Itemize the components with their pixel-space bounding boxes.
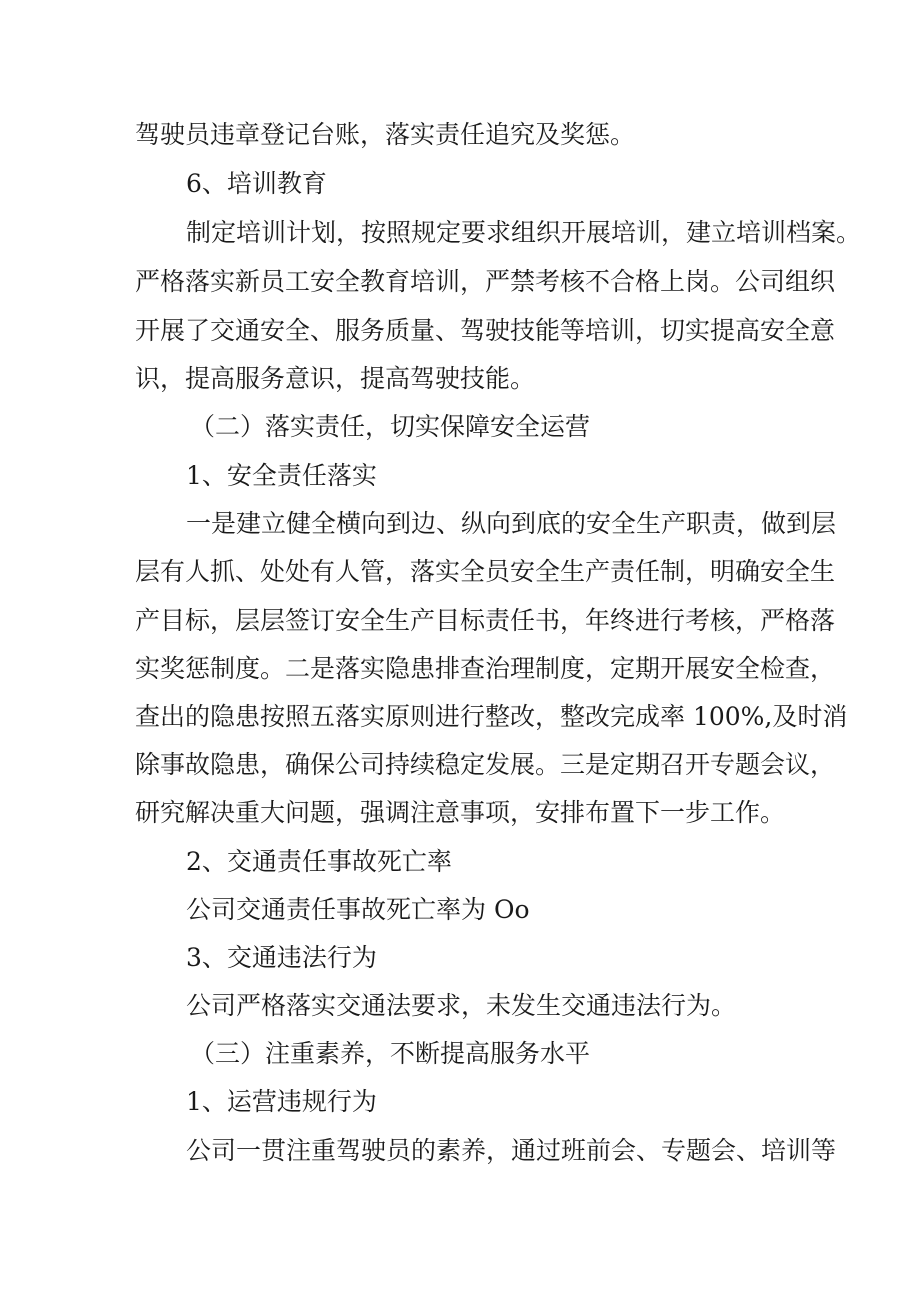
paragraph-line: 制定培训计划，按照规定要求组织开展培训，建立培训档案。 — [186, 218, 862, 247]
paragraph-line: 驾驶员违章登记台账，落实责任追究及奖惩。 — [135, 120, 636, 149]
paragraph-line: 层有人抓、处处有人管，落实全员安全生产责任制，明确安全生 — [135, 557, 836, 586]
section-heading: 1、安全责任落实 — [186, 461, 377, 490]
paragraph-line: 研究解决重大问题，强调注意事项，安排布置下一步工作。 — [135, 798, 786, 827]
paragraph-line: 查出的隐患按照五落实原则进行整改，整改完成率 100%,及时消 — [135, 702, 848, 731]
section-heading: 3、交通违法行为 — [186, 943, 377, 972]
paragraph-line: 严格落实新员工安全教育培训，严禁考核不合格上岗。公司组织 — [135, 267, 836, 296]
paragraph-line: 一是建立健全横向到边、纵向到底的安全生产职责，做到层 — [186, 509, 837, 538]
paragraph-line: 公司一贯注重驾驶员的素养，通过班前会、专题会、培训等 — [186, 1136, 837, 1165]
paragraph-line: 开展了交通安全、服务质量、驾驶技能等培训，切实提高安全意 — [135, 316, 836, 345]
section-heading: 6、培训教育 — [186, 169, 327, 198]
paragraph-line: 除事故隐患，确保公司持续稳定发展。三是定期召开专题会议， — [135, 750, 836, 779]
paragraph-line: 实奖惩制度。二是落实隐患排查治理制度，定期开展安全检查， — [135, 654, 836, 683]
paragraph-line: 公司交通责任事故死亡率为 Oo — [186, 895, 530, 924]
chapter-heading: （三）注重素养，不断提高服务水平 — [190, 1039, 591, 1068]
section-heading: 2、交通责任事故死亡率 — [186, 847, 452, 876]
paragraph-line: 识，提高服务意识，提高驾驶技能。 — [135, 364, 536, 393]
paragraph-line: 公司严格落实交通法要求，未发生交通违法行为。 — [186, 991, 737, 1020]
section-heading: 1、运营违规行为 — [186, 1087, 377, 1116]
chapter-heading: （二）落实责任，切实保障安全运营 — [190, 412, 591, 441]
paragraph-line: 产目标，层层签订安全生产目标责任书，年终进行考核，严格落 — [135, 606, 836, 635]
